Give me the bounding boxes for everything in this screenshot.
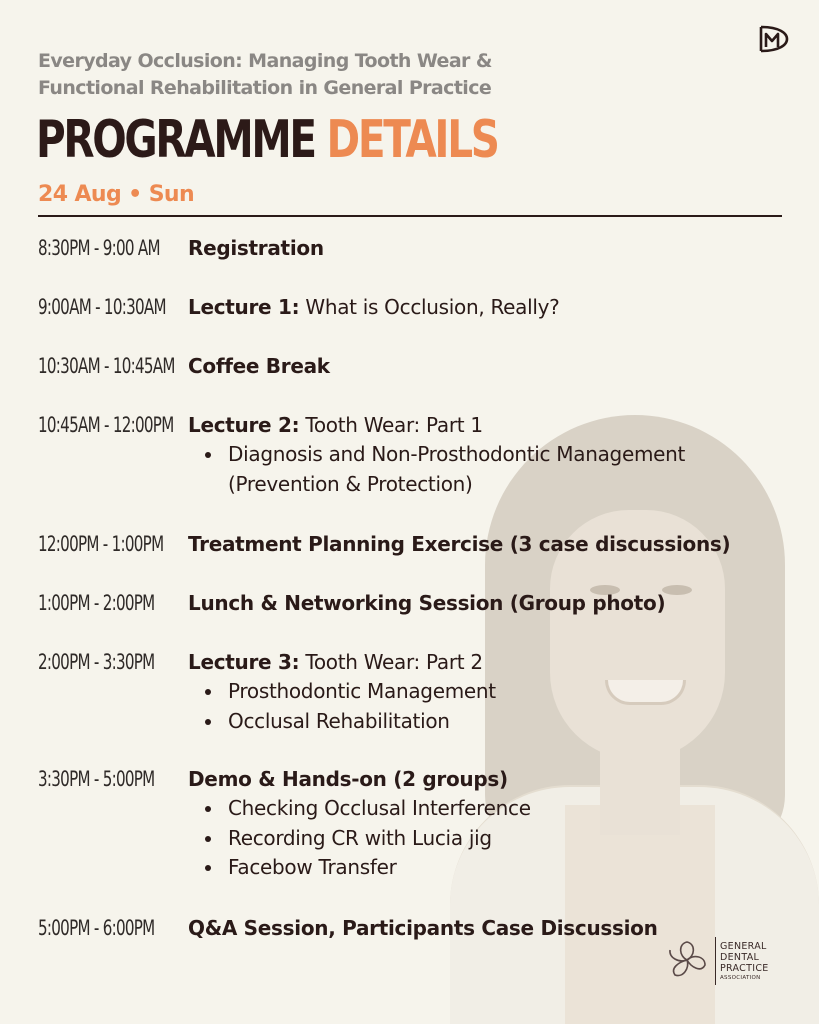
schedule-title — [188, 411, 483, 439]
title-word-details: DETAILS — [326, 110, 498, 170]
association-line-2: DENTAL — [720, 952, 760, 963]
schedule-time: 10:45AM - 12:00PM — [38, 413, 174, 437]
association-line-1: GENERAL — [720, 941, 767, 952]
schedule-label: Treatment Planning Exercise (3 case discussions) — [188, 532, 731, 556]
schedule-bullets — [205, 440, 685, 499]
schedule-title — [188, 234, 324, 262]
schedule-time: 8:30PM - 9:00 AM — [38, 236, 160, 260]
schedule-detail: Tooth Wear: Part 2 — [299, 650, 483, 674]
schedule-bullet: Diagnosis and Non-Prosthodontic Management — [205, 440, 685, 470]
schedule-time: 12:00PM - 1:00PM — [38, 532, 164, 556]
schedule-bullet: Recording CR with Lucia jig — [205, 824, 531, 854]
schedule-title — [188, 914, 658, 942]
schedule-title — [188, 293, 559, 321]
schedule-time: 2:00PM - 3:30PM — [38, 650, 155, 674]
association-line-4: ASSOCIATION — [720, 975, 761, 981]
subtitle-line-2: Functional Rehabilitation in General Practice — [38, 77, 492, 99]
schedule-bullet: (Prevention & Protection) — [228, 471, 473, 496]
association-line-3: PRACTICE — [720, 963, 769, 974]
event-date: 24 Aug • Sun — [38, 182, 195, 207]
schedule-detail: Tooth Wear: Part 1 — [299, 413, 483, 437]
schedule-label: Coffee Break — [188, 354, 330, 378]
schedule-time: 1:00PM - 2:00PM — [38, 591, 155, 615]
header-divider — [38, 215, 782, 217]
schedule-title — [188, 765, 508, 793]
schedule-label: Demo & Hands-on (2 groups) — [188, 767, 508, 791]
schedule-time: 10:30AM - 10:45AM — [38, 354, 175, 378]
schedule-bullets — [205, 794, 531, 883]
schedule-time: 9:00AM - 10:30AM — [38, 295, 166, 319]
association-logo — [665, 935, 785, 987]
schedule-time: 5:00PM - 6:00PM — [38, 916, 155, 940]
schedule-label: Lunch & Networking Session (Group photo) — [188, 591, 666, 615]
page-title — [36, 108, 498, 172]
event-subtitle — [38, 48, 638, 102]
schedule-bullets — [205, 677, 496, 736]
schedule-title — [188, 648, 483, 676]
schedule-title — [188, 530, 730, 558]
flower-outline-icon — [665, 938, 709, 982]
title-word-programme: PROGRAMME — [36, 110, 315, 170]
schedule-label: Registration — [188, 236, 324, 260]
schedule-label: Q&A Session, Participants Case Discussion — [188, 916, 658, 940]
schedule-title — [188, 589, 665, 617]
schedule-detail: What is Occlusion, Really? — [299, 295, 560, 319]
schedule-label: Lecture 2: — [188, 413, 300, 437]
subtitle-line-1: Everyday Occlusion: Managing Tooth Wear & — [38, 50, 492, 72]
dm-monogram-icon — [757, 23, 789, 55]
schedule-bullet: Prosthodontic Management — [205, 677, 496, 707]
schedule-time: 3:30PM - 5:00PM — [38, 767, 155, 791]
schedule-bullet: Checking Occlusal Interference — [205, 794, 531, 824]
schedule-label: Lecture 1: — [188, 295, 300, 319]
schedule-title — [188, 352, 330, 380]
schedule-bullet: Facebow Transfer — [205, 853, 531, 883]
schedule-label: Lecture 3: — [188, 650, 300, 674]
schedule-bullet: Occlusal Rehabilitation — [205, 707, 496, 737]
